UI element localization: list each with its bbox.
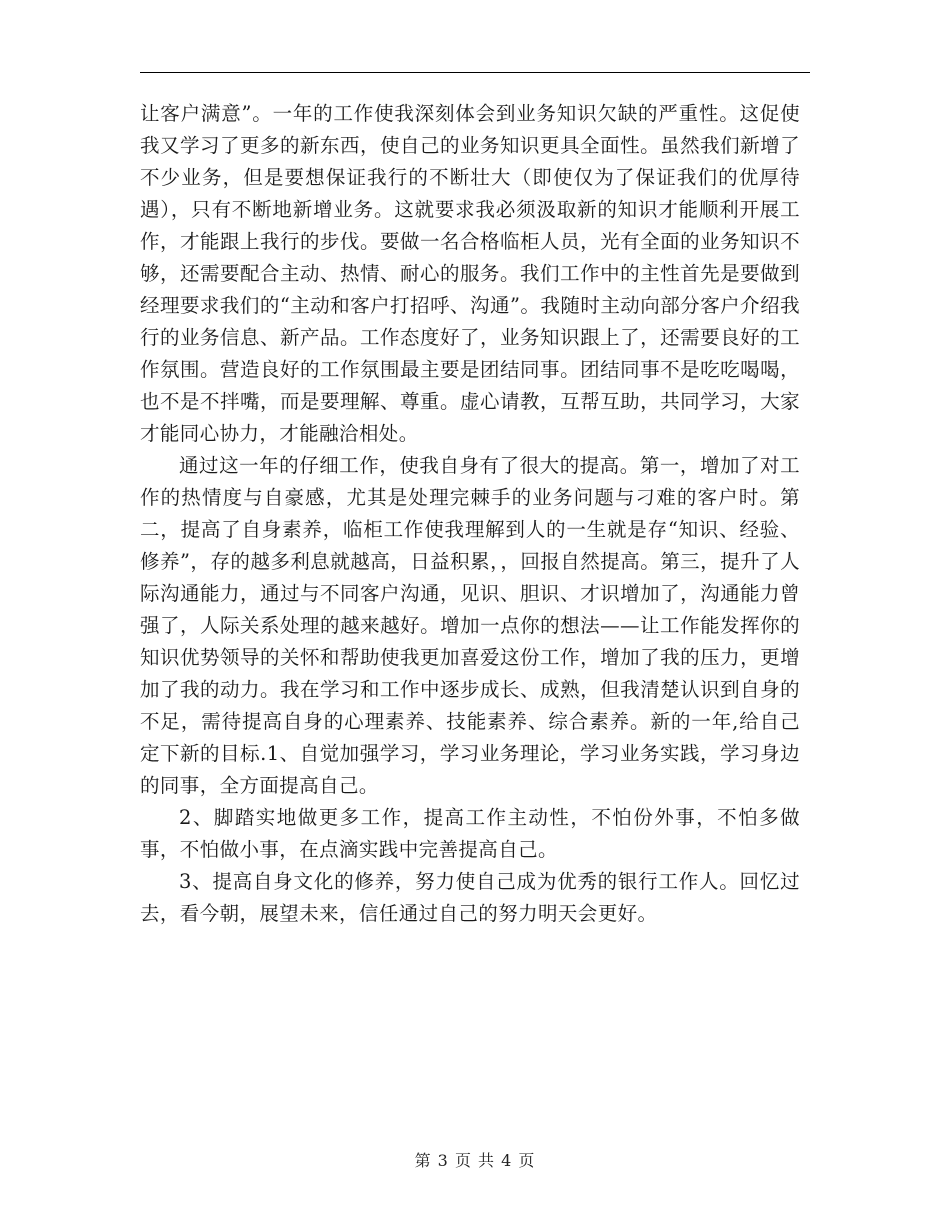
- page-number: 第 3 页 共 4 页: [414, 1151, 536, 1170]
- header-rule: [140, 72, 810, 73]
- paragraph-1: 让客户满意”。一年的工作使我深刻体会到业务知识欠缺的严重性。这促使我又学习了更多的新东西，使自己的业务知识更具全面性。虽然我们新增了不少业务，但是要想保证我行的不断壮大（即使仅为了保证我们的优厚待遇），只有不断地新增业务。这就要求我必须汲取新的知识才能顺利开展工作，才能跟上我行的步伐。要做一名合格临柜人员，光有全面的业务知识不够，还需要配合主动、热情、耐心的服务。我们工作中的主性首先是要做到经理要求我们的“主动和客户打招呼、沟通”。我随时主动向部分客户介绍我行的业务信息、新产品。工作态度好了，业务知识跟上了，还需要良好的工作氛围。营造良好的工作氛围最主要是团结同事。团结同事不是吃吃喝喝，也不是不拌嘴，而是要理解、尊重。虚心请教，互帮互助，共同学习，大家才能同心协力，才能融洽相处。: [140, 102, 800, 445]
- paragraph-4: 3、提高自身文化的修养，努力使自己成为优秀的银行工作人。回忆过去，看今朝，展望未来，信任通过自己的努力明天会更好。: [140, 870, 800, 925]
- paragraph-2: 通过这一年的仔细工作，使我自身有了很大的提高。第一，增加了对工作的热情度与自豪感，尤其是处理完棘手的业务问题与刁难的客户时。第二，提高了自身素养，临柜工作使我理解到人的一生就是存“知识、经验、修养”，存的越多利息就越高，日益积累，，回报自然提高。第三，提升了人际沟通能力，通过与不同客户沟通，见识、胆识、才识增加了，沟通能力曾强了，人际关系处理的越来越好。增加一点你的想法——让工作能发挥你的知识优势领导的关怀和帮助使我更加喜爱这份工作，增加了我的压力，更增加了我的动力。我在学习和工作中逐步成长、成熟，但我清楚认识到自身的不足，需待提高自身的心理素养、技能素养、综合素养。新的一年,给自己定下新的目标.1、自觉加强学习，学习业务理论，学习业务实践，学习身边的同事，全方面提高自己。: [140, 454, 800, 797]
- paragraph-3: 2、脚踏实地做更多工作，提高工作主动性，不怕份外事，不怕多做事，不怕做小事，在点滴实践中完善提高自己。: [140, 806, 800, 861]
- document-body: [140, 98, 800, 930]
